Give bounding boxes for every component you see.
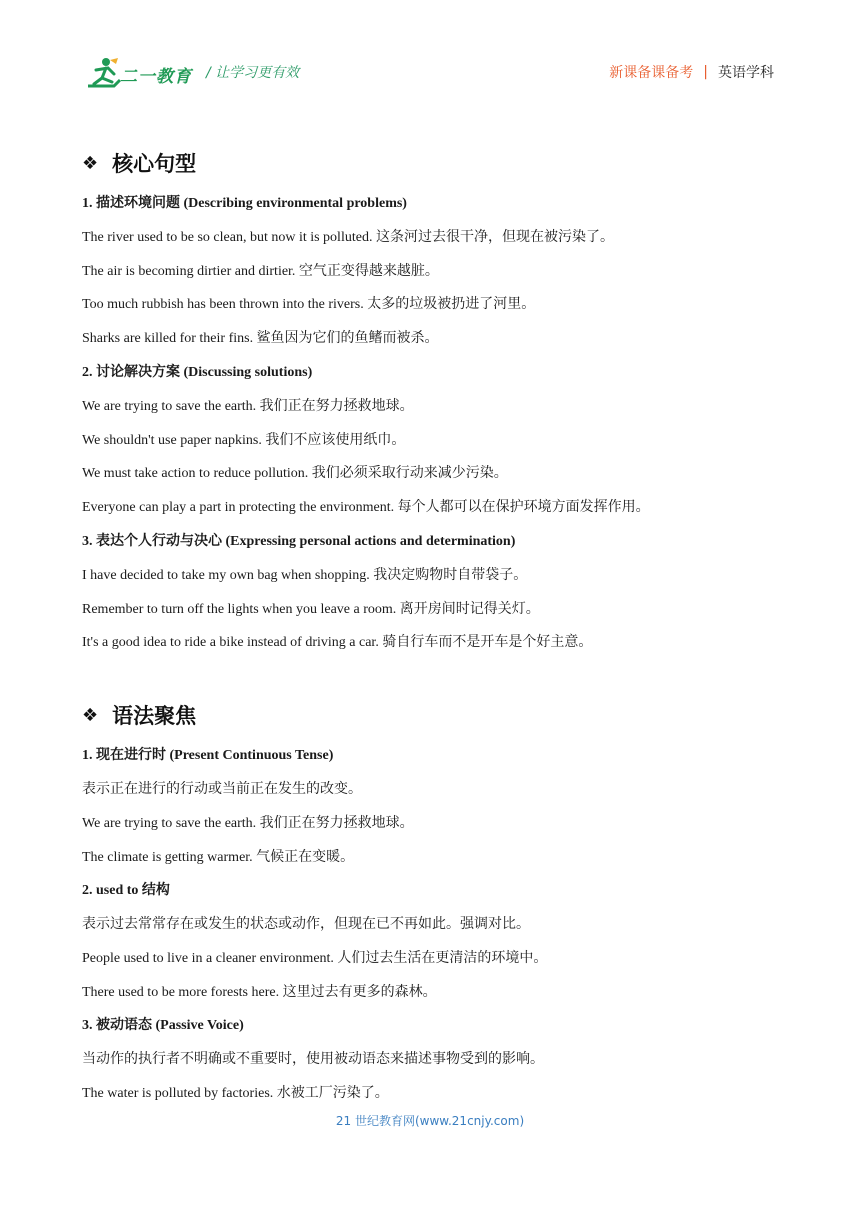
diamond-bullet-icon: ❖	[82, 152, 99, 174]
header-right	[609, 62, 774, 82]
subheading-1: 1. 描述环境问题 (Describing environmental problems)	[82, 196, 407, 211]
sentence: 当动作的执行者不明确或不重要时，使用被动语态来描述事物受到的影响。	[82, 1052, 544, 1067]
subheading-1: 1. 现在进行时 (Present Continuous Tense)	[82, 748, 334, 763]
section-title-core: ❖ 核心句型	[82, 152, 197, 176]
sentence: We are trying to save the earth. 我们正在努力拯救地球。	[82, 399, 414, 414]
page-footer: 21 世纪教育网(www.21cnjy.com)	[335, 1114, 525, 1128]
subheading-2: 2. 讨论解决方案 (Discussing solutions)	[82, 365, 313, 380]
sentence: People used to live in a cleaner environment. 人们过去生活在更清洁的环境中。	[82, 951, 548, 966]
sentence: There used to be more forests here. 这里过去有更多的森林。	[82, 985, 437, 1000]
logo-text: 二一教育	[120, 67, 192, 87]
sentence: It's a good idea to ride a bike instead of driving a car. 骑自行车而不是开车是个好主意。	[82, 635, 593, 650]
sentence: The river used to be so clean, but now it is polluted. 这条河过去很干净，但现在被污染了。	[82, 230, 614, 245]
section-title-grammar: ❖ 语法聚焦	[82, 704, 197, 728]
sentence: Everyone can play a part in protecting the environment. 每个人都可以在保护环境方面发挥作用。	[82, 500, 650, 515]
sentence: 表示过去常常存在或发生的状态或动作，但现在已不再如此。强调对比。	[82, 917, 530, 932]
sentence: We are trying to save the earth. 我们正在努力拯救地球。	[82, 816, 414, 831]
slogan: / 让学习更有效	[206, 65, 300, 81]
sentence: Sharks are killed for their fins. 鲨鱼因为它们的鱼鳍而被杀。	[82, 331, 439, 346]
sentence: Too much rubbish has been thrown into the rivers. 太多的垃圾被扔进了河里。	[82, 297, 536, 312]
header-separator: |	[703, 64, 708, 80]
sentence: I have decided to take my own bag when shopping. 我决定购物时自带袋子。	[82, 568, 528, 583]
subject-label: 英语学科	[718, 65, 774, 81]
subheading-3: 3. 被动语态 (Passive Voice)	[82, 1018, 244, 1033]
sentence: The water is polluted by factories. 水被工厂污染了。	[82, 1086, 389, 1101]
subheading-3: 3. 表达个人行动与决心 (Expressing personal actions and determination)	[82, 534, 516, 549]
diamond-bullet-icon: ❖	[82, 704, 99, 726]
sentence: The climate is getting warmer. 气候正在变暖。	[82, 850, 355, 865]
sentence: 表示正在进行的行动或当前正在发生的改变。	[82, 782, 362, 797]
sentence: The air is becoming dirtier and dirtier. 空气正变得越来越脏。	[82, 264, 439, 279]
course-label: 新课备课备考	[609, 65, 694, 81]
sentence: Remember to turn off the lights when you leave a room. 离开房间时记得关灯。	[82, 602, 540, 617]
subheading-2: 2. used to 结构	[82, 883, 170, 898]
page-header	[0, 0, 860, 100]
sentence: We shouldn't use paper napkins. 我们不应该使用纸巾。	[82, 433, 406, 448]
sentence: We must take action to reduce pollution. 我们必须采取行动来减少污染。	[82, 466, 508, 481]
